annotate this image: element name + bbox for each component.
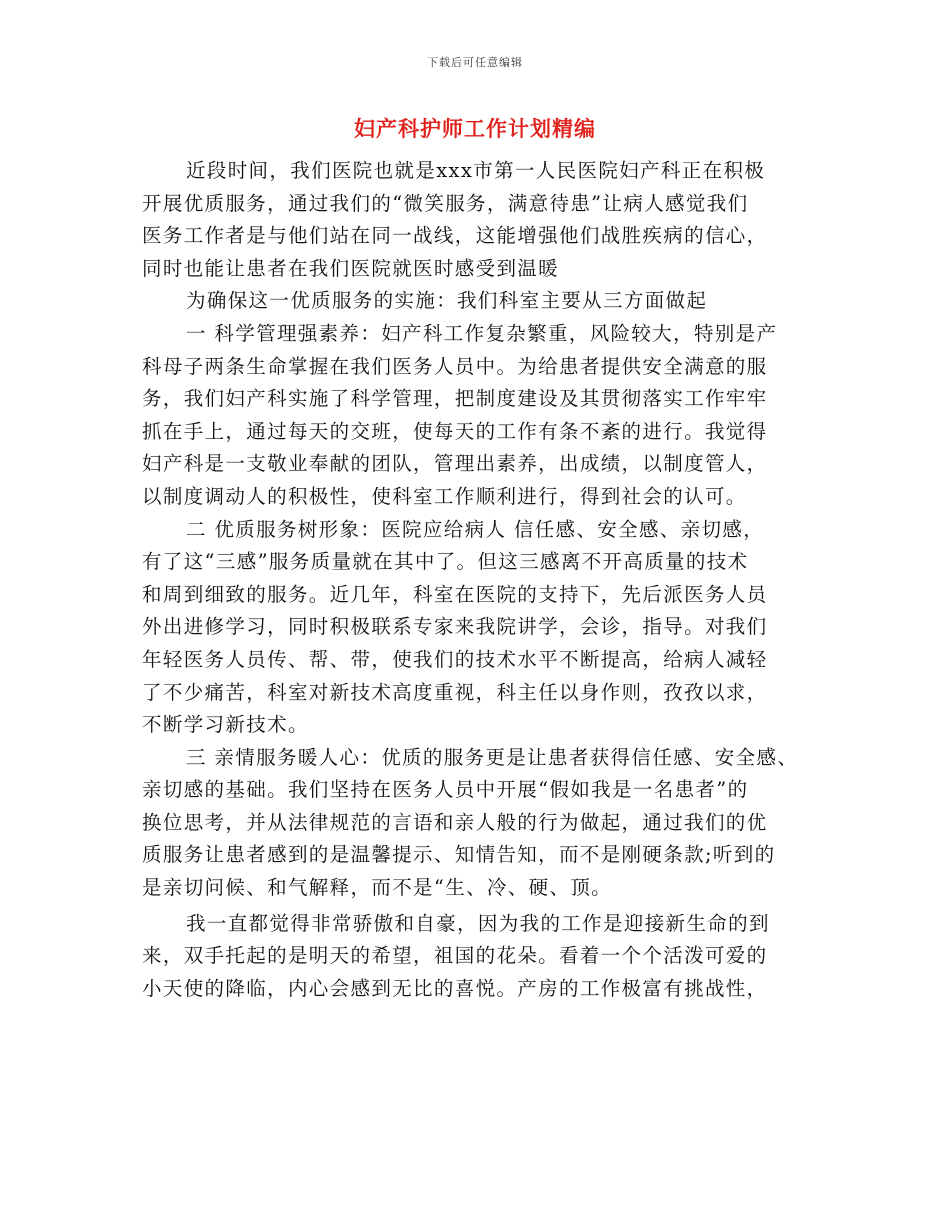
body-line: 小天使的降临，内心会感到无比的喜悦。产房的工作极富有挑战性，: [142, 976, 768, 1000]
body-line: 同时也能让患者在我们医院就医时感受到温暖: [142, 256, 560, 280]
body-line: 三 亲情服务暖人心：优质的服务更是让患者获得信任感、安全感、: [186, 745, 799, 769]
body-line: 抓在手上，通过每天的交班，使每天的工作有条不紊的进行。我觉得: [142, 419, 768, 443]
body-line: 和周到细致的服务。近几年，科室在医院的支持下，先后派医务人员: [142, 582, 768, 606]
body-line: 妇产科是一支敬业奉献的团队，管理出素养，出成绩，以制度管人，: [142, 452, 768, 476]
page-header-note: 下载后可任意编辑: [427, 56, 523, 69]
body-line: 不断学习新技术。: [142, 713, 309, 737]
document-title: 妇产科护师工作计划精编: [354, 116, 596, 141]
body-line: 我一直都觉得非常骄傲和自豪，因为我的工作是迎接新生命的到: [186, 911, 770, 935]
body-line: 二 优质服务树形象：医院应给病人 信任感、安全感、亲切感，: [186, 517, 765, 541]
body-line: 以制度调动人的积极性，使科室工作顺利进行，得到社会的认可。: [142, 484, 747, 508]
body-line: 有了这“三感”服务质量就在其中了。但这三感离不开高质量的技术: [142, 550, 749, 574]
body-line: 为确保这一优质服务的实施：我们科室主要从三方面做起: [186, 289, 708, 313]
body-line: 亲切感的基础。我们坚持在医务人员中开展“假如我是一名患者”的: [142, 778, 749, 802]
body-line: 外出进修学习，同时积极联系专家来我院讲学，会诊，指导。对我们: [142, 615, 768, 639]
body-line: 了不少痛苦，科室对新技术高度重视，科主任以身作则，孜孜以求，: [142, 680, 768, 704]
body-line: 科母子两条生命掌握在我们医务人员中。为给患者提供安全满意的服: [142, 354, 768, 378]
body-line: 质服务让患者感到的是温馨提示、知情告知，而不是刚硬条款;听到的: [142, 843, 776, 867]
body-line: 是亲切问候、和气解释，而不是“生、冷、硬、顶。: [142, 876, 613, 900]
body-line: 医务工作者是与他们站在同一战线，这能增强他们战胜疾病的信心，: [142, 224, 768, 248]
body-line: 近段时间，我们医院也就是xxx市第一人民医院妇产科正在积极: [186, 159, 766, 182]
body-line: 一 科学管理强素养：妇产科工作复杂繁重，风险较大，特别是产: [186, 321, 778, 345]
body-line: 换位思考，并从法律规范的言语和亲人般的行为做起，通过我们的优: [142, 810, 768, 834]
body-line: 开展优质服务，通过我们的“微笑服务，满意待患”让病人感觉我们: [142, 191, 749, 215]
body-line: 年轻医务人员传、帮、带，使我们的技术水平不断提高，给病人减轻: [142, 647, 768, 671]
body-line: 务，我们妇产科实施了科学管理，把制度建设及其贯彻落实工作牢牢: [142, 387, 768, 411]
body-line: 来，双手托起的是明天的希望，祖国的花朵。看着一个个活泼可爱的: [142, 944, 768, 968]
document-body: [142, 155, 832, 1005]
